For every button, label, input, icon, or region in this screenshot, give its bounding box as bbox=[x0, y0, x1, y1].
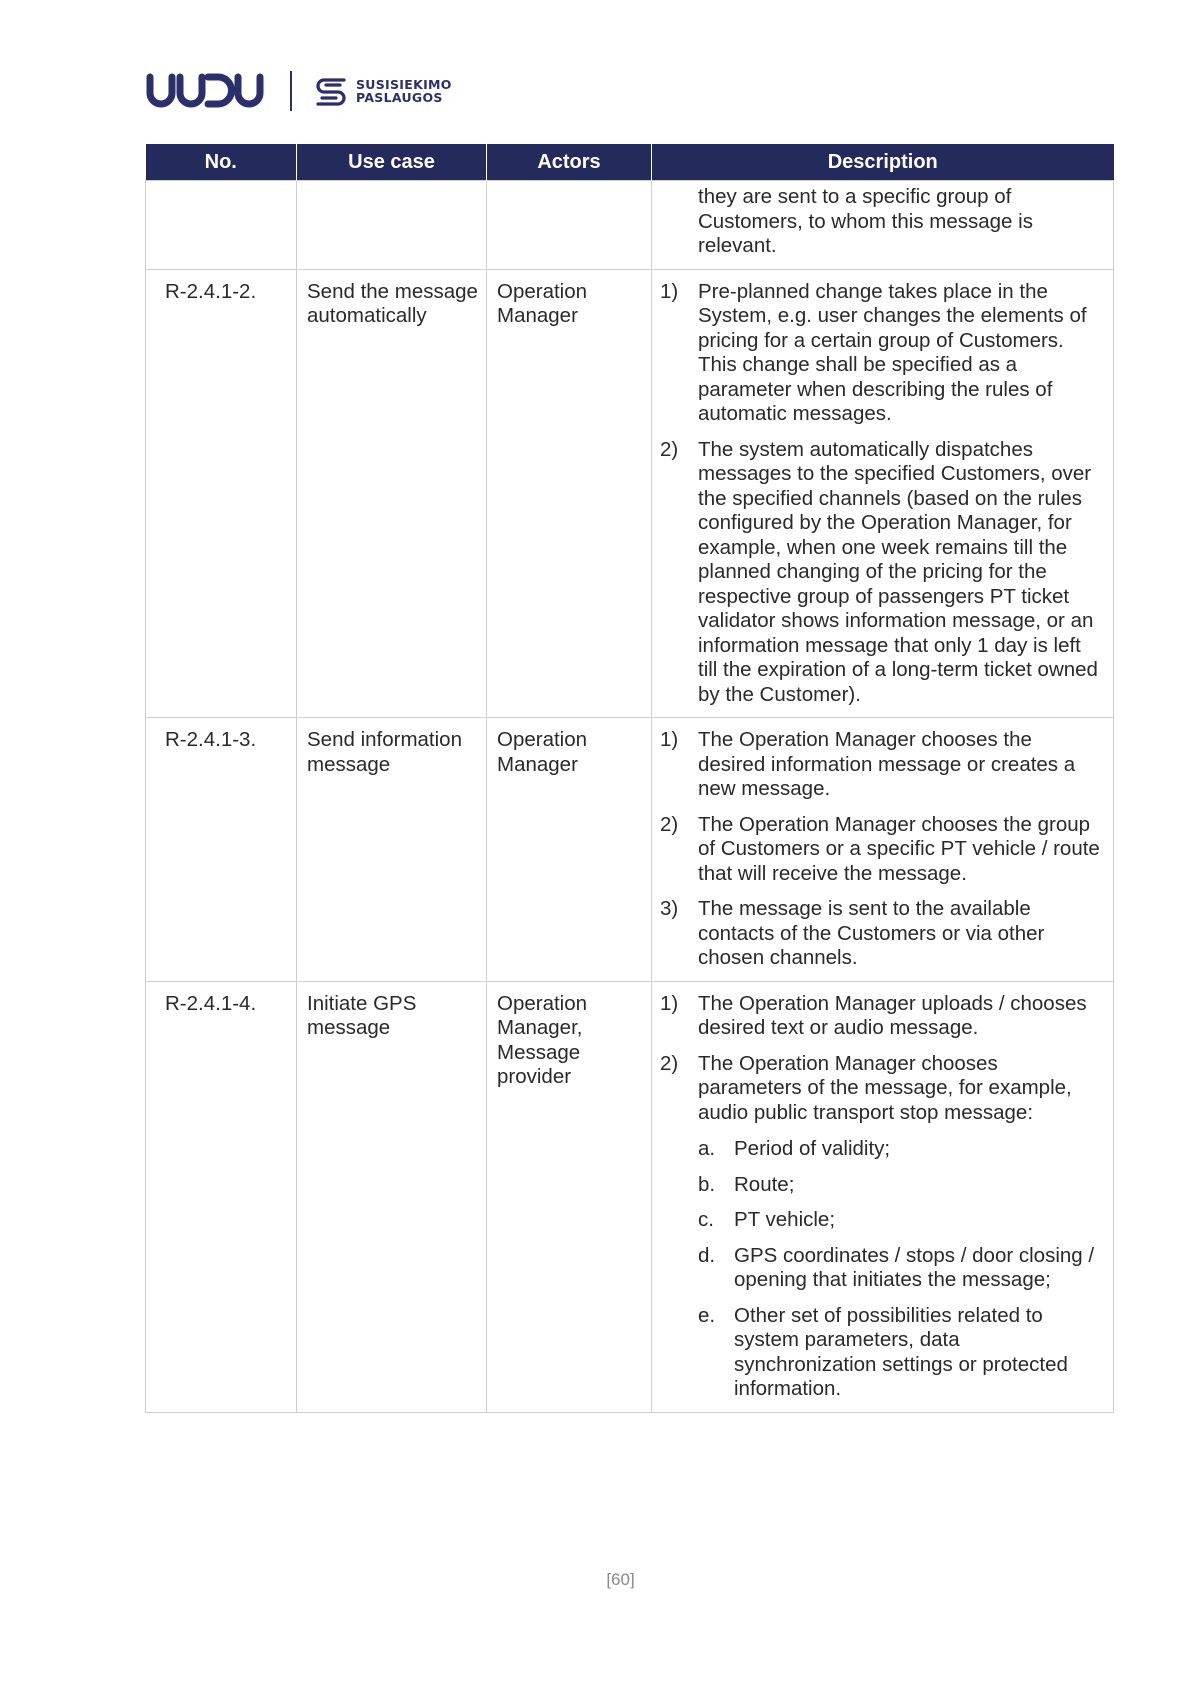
continued-description: they are sent to a specific group of Customers, to whom this message is relevant. bbox=[698, 185, 1033, 257]
use-case-table bbox=[145, 144, 1114, 1413]
col-header-no: No. bbox=[146, 144, 297, 181]
table-row bbox=[146, 981, 1114, 1412]
list-item: 1) The Operation Manager chooses the desired information message or creates a new message. bbox=[660, 728, 1076, 800]
partner-swirl-icon bbox=[314, 76, 348, 106]
table-row bbox=[146, 269, 1114, 718]
partner-logo bbox=[314, 76, 452, 106]
cell-description bbox=[652, 981, 1114, 1412]
cell-use-case: Send information message bbox=[297, 718, 487, 982]
cell-use-case bbox=[297, 181, 487, 270]
cell-no: R-2.4.1-4. bbox=[146, 981, 297, 1412]
judu-logo-mark bbox=[144, 73, 266, 109]
col-header-description: Description bbox=[652, 144, 1114, 181]
cell-actors: Operation Manager, Message provider bbox=[487, 981, 652, 1412]
cell-actors bbox=[487, 181, 652, 270]
cell-no: R-2.4.1-3. bbox=[146, 718, 297, 982]
table-row bbox=[146, 718, 1114, 982]
list-item: 2) The Operation Manager chooses the group of Customers or a specific PT vehicle / route that will receive the message. bbox=[660, 812, 1100, 885]
cell-description bbox=[652, 718, 1114, 982]
table-row bbox=[146, 181, 1114, 270]
sub-list-item: a. Period of validity; bbox=[698, 1137, 891, 1160]
cell-use-case: Initiate GPS message bbox=[297, 981, 487, 1412]
col-header-actors: Actors bbox=[487, 144, 652, 181]
cell-description bbox=[652, 269, 1114, 718]
list-item: 2) The system automatically dispatches messages to the specified Customers, over the specified channels (based on the rules configured by the Operation Manager, for example, when one week remains till the planned changing of the pricing for the respective group of passengers PT ticket validator shows information message, or an information message that only 1 day is left till the expiration of a long-term ticket owned by the Customer). bbox=[660, 437, 1098, 706]
cell-description bbox=[652, 181, 1114, 270]
list-item: 2) The Operation Manager chooses parameters of the message, for example, audio public transport stop message: a. Period of validity; b. Route; c. PT vehicle; d. GPS coordinates / stops / door closing / opening that initiates the message; e. Other set of possibilities related to system parameters, data synchronization settings or protected information. bbox=[660, 1052, 1103, 1402]
cell-actors: Operation Manager bbox=[487, 718, 652, 982]
sub-list-item: b. Route; bbox=[698, 1172, 795, 1196]
header-divider bbox=[290, 71, 292, 111]
page-header bbox=[144, 66, 452, 116]
page-number: [60] bbox=[606, 1570, 635, 1589]
judu-logo bbox=[144, 73, 266, 109]
cell-no bbox=[146, 181, 297, 270]
cell-actors: Operation Manager bbox=[487, 269, 652, 718]
sub-list-item: d. GPS coordinates / stops / door closing / opening that initiates the message; bbox=[698, 1243, 1095, 1291]
cell-no: R-2.4.1-2. bbox=[146, 269, 297, 718]
list-item: 1) Pre-planned change takes place in the System, e.g. user changes the elements of pricing for a certain group of Customers. This change shall be specified as a parameter when describing the rules of automatic messages. bbox=[660, 279, 1087, 425]
table-header-row bbox=[146, 144, 1114, 181]
partner-name-line2: PASLAUGOS bbox=[356, 90, 443, 105]
col-header-use-case: Use case bbox=[297, 144, 487, 181]
list-item: 3) The message is sent to the available contacts of the Customers or via other chosen channels. bbox=[660, 897, 1045, 969]
sub-list-item: e. Other set of possibilities related to system parameters, data synchronization settings or protected information. bbox=[698, 1303, 1068, 1400]
sub-list-item: c. PT vehicle; bbox=[698, 1208, 836, 1231]
partner-name-line1: SUSISIEKIMO bbox=[356, 77, 452, 92]
list-item: 1) The Operation Manager uploads / chooses desired text or audio message. bbox=[660, 991, 1087, 1039]
sub-list bbox=[698, 1137, 1103, 1402]
cell-use-case: Send the message automatically bbox=[297, 269, 487, 718]
